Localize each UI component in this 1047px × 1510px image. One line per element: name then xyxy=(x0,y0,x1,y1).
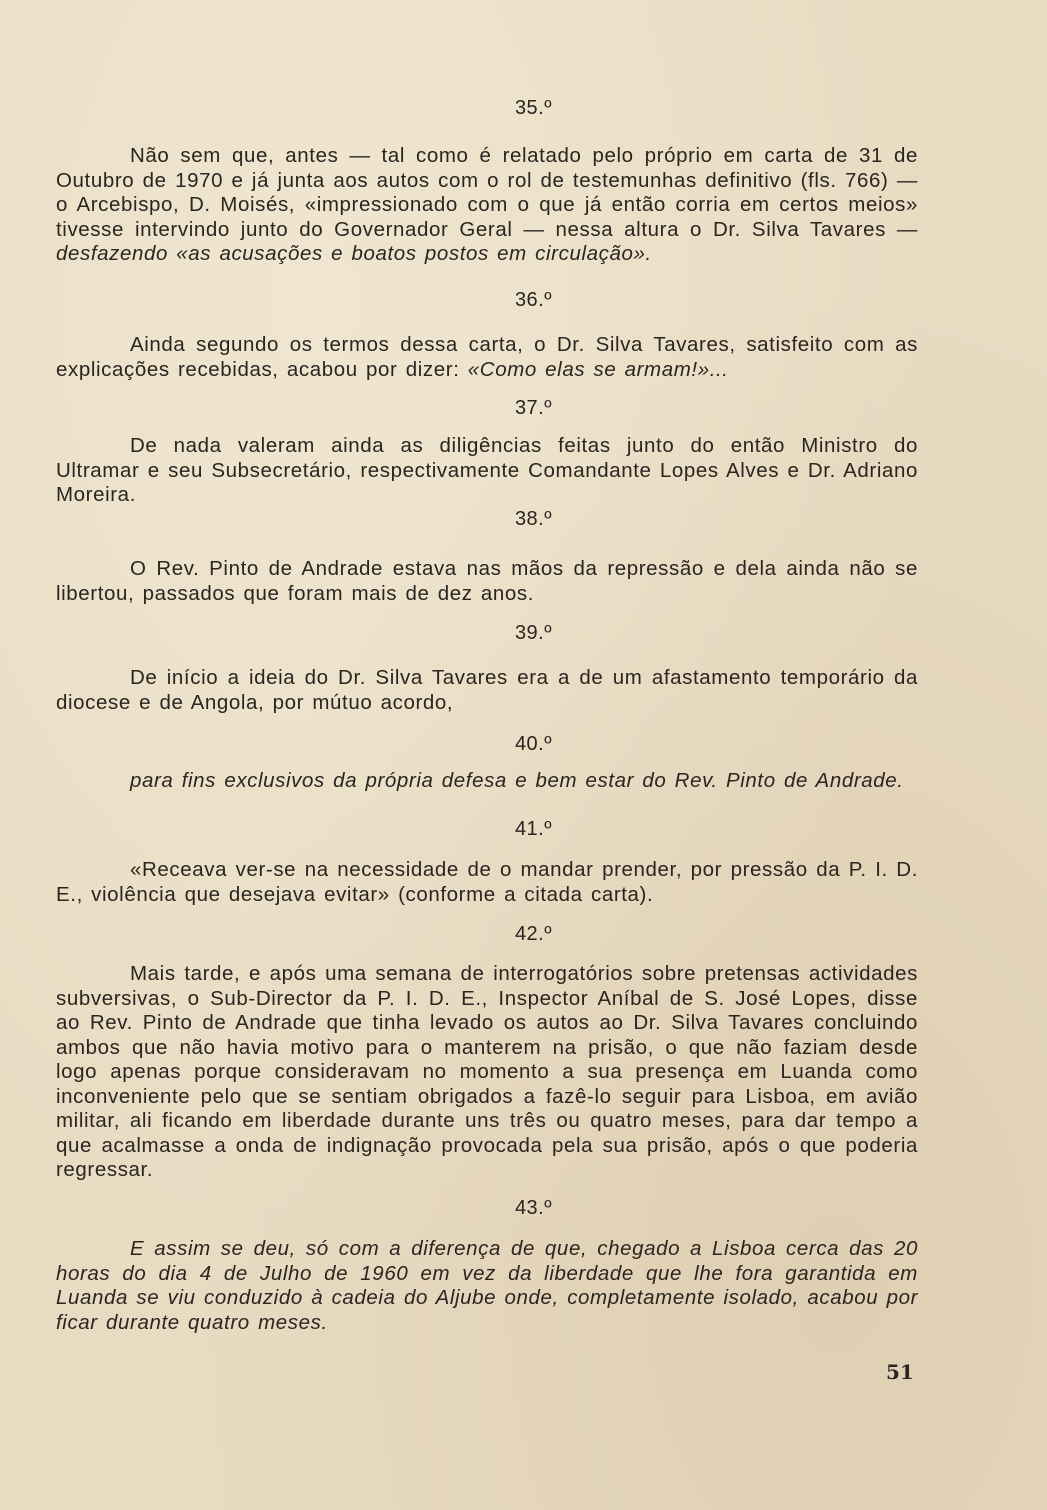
section-number: 42.º xyxy=(514,923,553,945)
paragraph xyxy=(56,666,918,715)
paragraph xyxy=(56,858,918,907)
section-number: 37.º xyxy=(514,397,553,419)
paragraph xyxy=(56,962,918,1183)
section-number: 36.º xyxy=(514,289,553,311)
paragraph-italic-text: desfazendo «as acusações e boatos postos em circulação». xyxy=(56,242,652,265)
page-number: 51 xyxy=(886,1360,914,1384)
paragraph-text: De início a ideia do Dr. Silva Tavares era a de um afastamento temporário da diocese e de Angola, por mútuo acordo, xyxy=(56,666,918,714)
paragraph-italic-text: E assim se deu, só com a diferença de que, chegado a Lisboa cerca das 20 horas do dia 4 de Julho de 1960 em vez da liberdade que lhe fora garantida em Luanda se viu conduzido à cadeia do Aljube onde, completamente isolado, acabou por ficar durante quatro meses. xyxy=(56,1237,918,1334)
paragraph-text: Mais tarde, e após uma semana de interrogatórios sobre pretensas actividades subversivas, o Sub-Director da P. I. D. E., Inspector Aníbal de S. José Lopes, disse ao Rev. Pinto de Andrade que tinha levado os autos ao Dr. Silva Tavares concluindo ambos que não havia motivo para o manterem na prisão, o que não faziam desde logo apenas porque consideravam no momento a sua presença em Luanda como inconveniente pelo que se sentiam obrigados a fazê-lo seguir para Lisboa, em avião militar, ali ficando em liberdade durante uns três ou quatro meses, para dar tempo a que acalmasse a onda de indignação provocada pela sua prisão, após o que poderia regressar. xyxy=(56,962,918,1181)
section-number: 40.º xyxy=(514,733,553,755)
section-number: 41.º xyxy=(514,818,553,840)
paragraph-text: De nada valeram ainda as diligências feitas junto do então Ministro do Ultramar e seu Subsecretário, respectivamente Comandante Lopes Alves e Dr. Adriano Moreira. xyxy=(56,434,918,506)
paragraph xyxy=(56,1237,918,1335)
paragraph-italic-text: «Como elas se armam!»... xyxy=(467,357,729,381)
paragraph xyxy=(56,144,918,267)
paragraph-text: O Rev. Pinto de Andrade estava nas mãos da repressão e dela ainda não se libertou, passados que foram mais de dez anos. xyxy=(56,557,918,605)
section-number: 38.º xyxy=(514,508,553,530)
section-number: 39.º xyxy=(514,622,553,644)
section-number: 35.º xyxy=(514,97,553,119)
paragraph-text: Não sem que, antes — tal como é relatado pelo próprio em carta de 31 de Outubro de 1970 e já junta aos autos com o rol de testemunhas definitivo (fls. 766) — o Arcebispo, D. Moisés, «impressionado com o que já então corria em certos meios» tivesse intervindo junto do Governador Geral — nessa altura o Dr. Silva Tavares — xyxy=(56,144,918,241)
paragraph xyxy=(56,333,918,382)
section-number: 43.º xyxy=(514,1197,553,1219)
paragraph-text: Ainda segundo os termos dessa carta, o Dr. Silva Tavares, satisfeito com as explicações recebidas, acabou por dizer: xyxy=(56,333,918,381)
paragraph xyxy=(56,557,918,606)
paragraph-text: «Receava ver-se na necessidade de o mandar prender, por pressão da P. I. D. E., violência que desejava evitar» (conforme a citada carta). xyxy=(56,858,918,906)
paragraph xyxy=(56,434,918,508)
paragraph xyxy=(56,769,918,794)
paragraph-italic-text: para fins exclusivos da própria defesa e bem estar do Rev. Pinto de Andrade. xyxy=(130,769,904,792)
